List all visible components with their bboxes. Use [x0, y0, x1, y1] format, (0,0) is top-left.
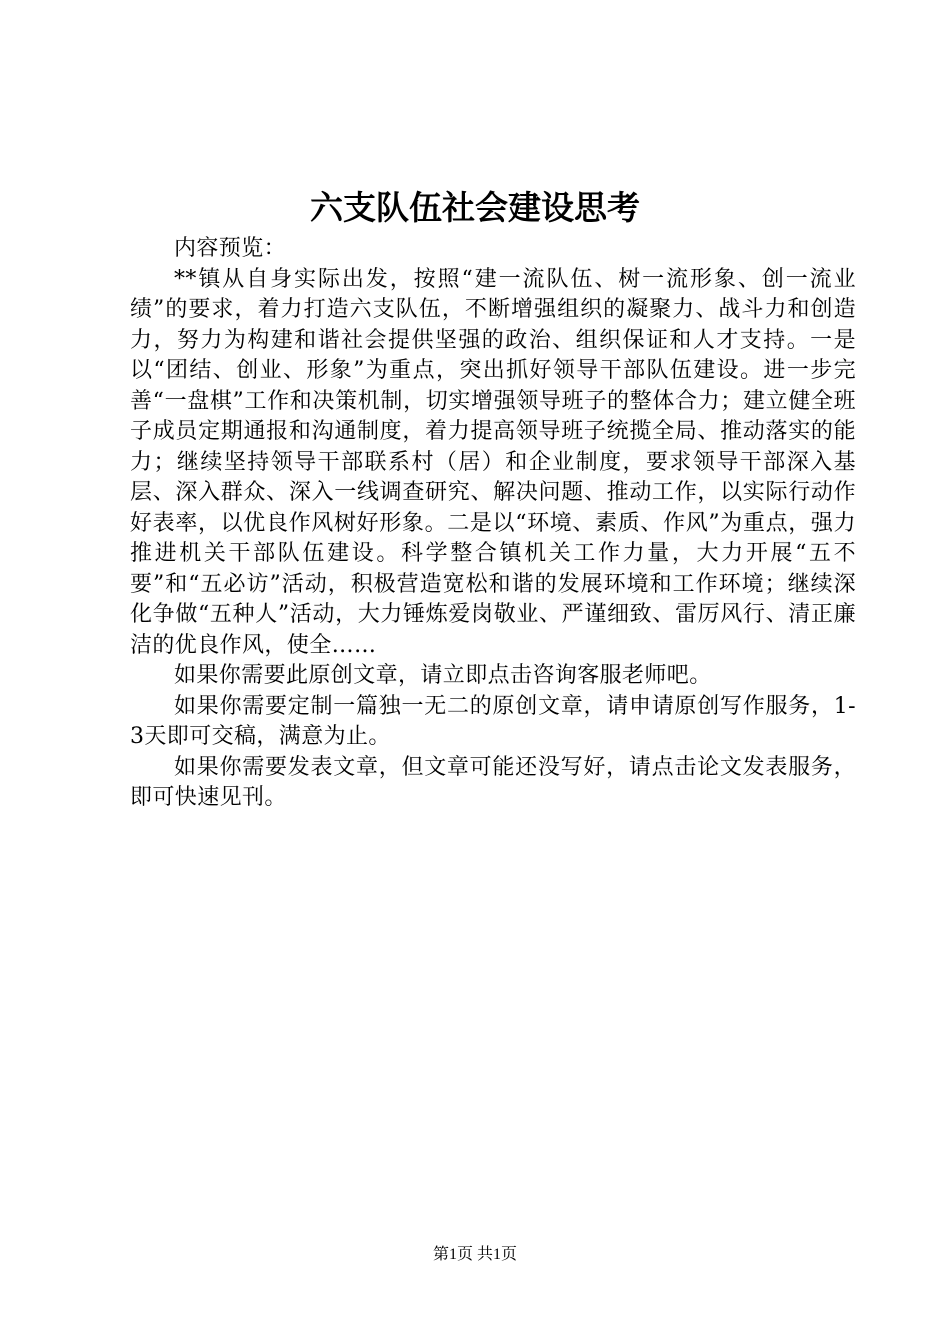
document-body [130, 234, 856, 814]
preview-label: 内容预览： [174, 236, 287, 261]
consult-paragraph: 如果你需要此原创文章，请立即点击咨询客服老师吧。 [174, 663, 712, 688]
publish-service-paragraph: 如果你需要发表文章，但文章可能还没写好，请点击论文发表服务，即可快速见刊。 [130, 754, 856, 810]
preview-paragraph: **镇从自身实际出发，按照“建一流队伍、树一流形象、创一流业绩”的要求，着力打造六支队伍，不断增强组织的凝聚力、战斗力和创造力，努力为构建和谐社会提供坚强的政治、组织保证和人才支持。一是以“团结、创业、形象”为重点，突出抓好领导干部队伍建设。进一步完善“一盘棋”工作和决策机制，切实增强领导班子的整体合力；建立健全班子成员定期通报和沟通制度，着力提高领导班子统揽全局、推动落实的能力；继续坚持领导干部联系村（居）和企业制度，要求领导干部深入基层、深入群众、深入一线调查研究、解决问题、推动工作，以实际行动作好表率，以优良作风树好形象。二是以“环境、素质、作风”为重点，强力推进机关干部队伍建设。科学整合镇机关工作力量，大力开展“五不要”和“五必访”活动，积极营造宽松和谐的发展环境和工作环境；继续深化争做“五种人”活动，大力锤炼爱岗敬业、严谨细致、雷厉风行、清正廉洁的优良作风，使全…… [130, 266, 856, 658]
page-number-footer: 第1页 共1页 [432, 1246, 517, 1263]
custom-writing-paragraph: 如果你需要定制一篇独一无二的原创文章，请申请原创写作服务，1-3天即可交稿，满意为止。 [130, 693, 856, 749]
document-title: 六支队伍社会建设思考 [310, 188, 640, 227]
